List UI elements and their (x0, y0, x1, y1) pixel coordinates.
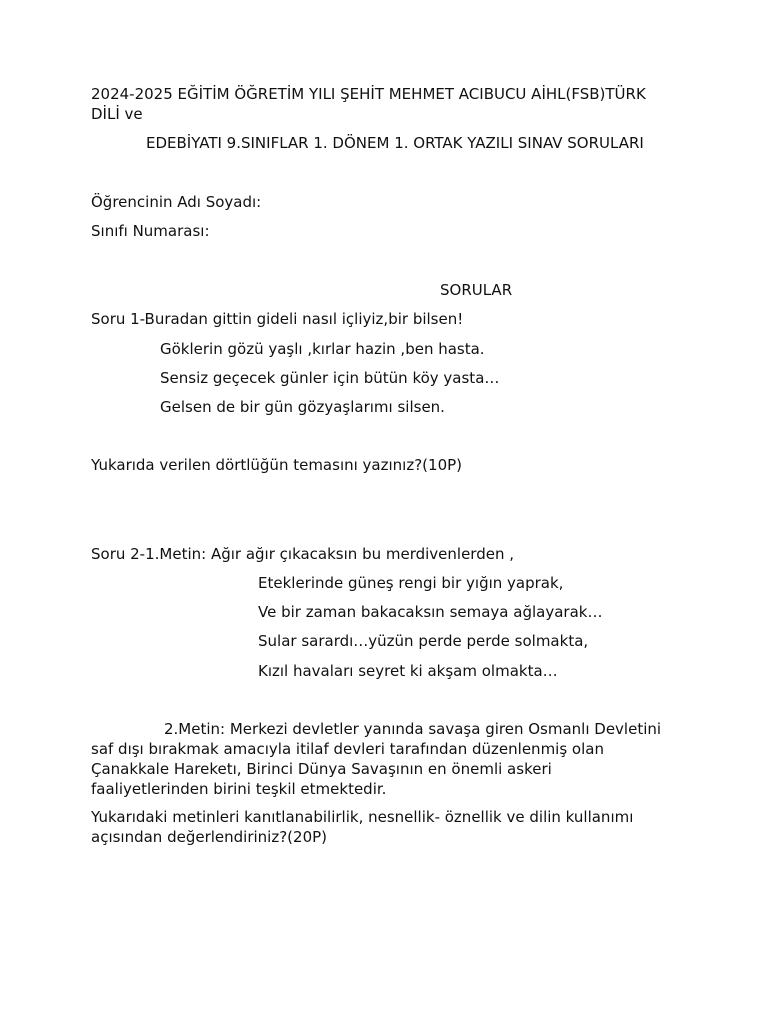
question1-line-3: Sensiz geçecek günler için bütün köy yasta… (160, 369, 500, 387)
student-name-label: Öğrencinin Adı Soyadı: (91, 193, 262, 211)
question2-line-1: Soru 2-1.Metin: Ağır ağır çıkacaksın bu merdivenlerden , (91, 545, 515, 563)
question2-text2: 2.Metin: Merkezi devletler yanında savaşa giren Osmanlı Devletini saf dışı bırakmak amacıyla itilaf devleri tarafından düzenlenmiş olan Çanakkale Hareketı, Birinci Dünya Savaşının en önemli askeri faaliyetlerinden birini teşkil etmektedir. (91, 720, 662, 798)
header-line-3: EDEBİYATI 9.SINIFLAR 1. DÖNEM 1. ORTAK YAZILI SINAV SORULARI (146, 134, 644, 152)
question1-prompt: Yukarıda verilen dörtlüğün temasını yazınız?(10P) (91, 456, 463, 474)
question1-line-2: Göklerin gözü yaşlı ,kırlar hazin ,ben hasta. (160, 340, 485, 358)
student-class-label: Sınıfı Numarası: (91, 222, 210, 240)
question1-line-4: Gelsen de bir gün gözyaşlarımı silsen. (160, 398, 445, 416)
question1-line-1: Soru 1-Buradan gittin gideli nasıl içliyiz,bir bilsen! (91, 310, 464, 328)
question2-line-4: Sular sarardı…yüzün perde perde solmakta, (258, 632, 589, 650)
question2-line-2: Eteklerinde güneş rengi bir yığın yaprak, (258, 574, 564, 592)
question2-line-5: Kızıl havaları seyret ki akşam olmakta… (258, 662, 558, 680)
header-line-1: 2024-2025 EĞİTİM ÖĞRETİM YILI ŞEHİT MEHMET ACIBUCU AİHL(FSB)TÜRK (91, 85, 646, 103)
section-title: SORULAR (440, 281, 513, 299)
header-line-2: DİLİ ve (91, 105, 143, 123)
question2-prompt: Yukarıdaki metinleri kanıtlanabilirlik, nesnellik- öznellik ve dilin kullanımı açısından değerlendiriniz?(20P) (91, 808, 634, 846)
question2-line-3: Ve bir zaman bakacaksın semaya ağlayarak… (258, 603, 603, 621)
